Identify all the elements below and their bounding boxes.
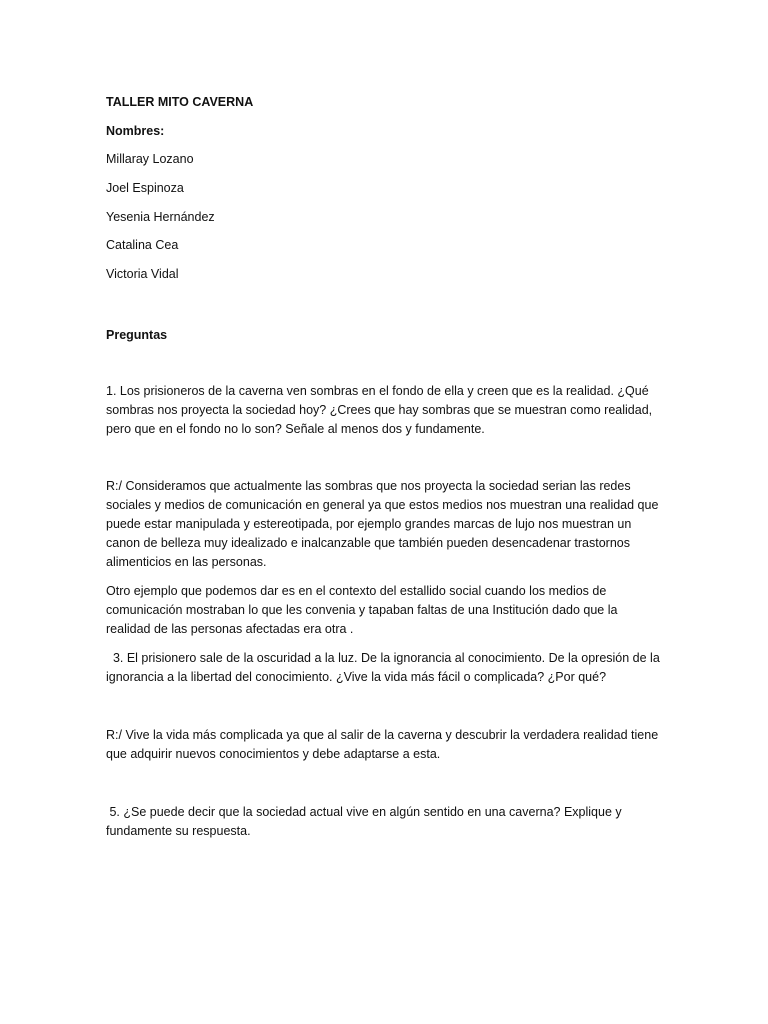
question-5-line: fundamente su respuesta.: [106, 824, 251, 838]
answer-1-line: R:/ Consideramos que actualmente las sombras que nos proyecta la sociedad serian las redes: [106, 479, 631, 493]
answer-1-continued-line: Otro ejemplo que podemos dar es en el contexto del estallido social cuando los medios de: [106, 584, 607, 598]
questions-heading: Preguntas: [106, 328, 168, 342]
answer-3-line: R:/ Vive la vida más complicada ya que al salir de la caverna y descubrir la verdadera realidad tiene: [106, 728, 659, 742]
question-1-line: 1. Los prisioneros de la caverna ven sombras en el fondo de ella y creen que es la realidad. ¿Qué: [106, 384, 649, 398]
question-3: [106, 649, 666, 687]
answer-1-line: alimenticios en las personas.: [106, 555, 267, 569]
answer-1-line: sociales y medios de comunicación en general ya que estos medios nos muestran una realidad que: [106, 498, 659, 512]
question-5-line: 5. ¿Se puede decir que la sociedad actual vive en algún sentido en una caverna? Explique y: [106, 805, 622, 819]
name-item: Joel Espinoza: [106, 181, 184, 195]
answer-1-continued-line: realidad de las personas afectadas era otra .: [106, 622, 354, 636]
name-item: Catalina Cea: [106, 238, 179, 252]
answer-1-line: puede estar manipulada y estereotipada, por ejemplo grandes marcas de lujo nos muestran un: [106, 517, 632, 531]
question-3-line: ignorancia a la libertad del conocimiento. ¿Vive la vida más fácil o complicada? ¿Por qué?: [106, 670, 607, 684]
question-1-line: sombras nos proyecta la sociedad hoy? ¿Crees que hay sombras que se muestran como realidad,: [106, 403, 653, 417]
question-3-line: 3. El prisionero sale de la oscuridad a la luz. De la ignorancia al conocimiento. De la opresión de la: [106, 651, 660, 665]
question-1: [106, 382, 666, 439]
question-1-line: pero que en el fondo no lo son? Señale al menos dos y fundamente.: [106, 422, 485, 436]
document-title: TALLER MITO CAVERNA: [106, 95, 254, 109]
question-5: [106, 803, 666, 841]
name-item: Yesenia Hernández: [106, 210, 215, 224]
answer-1-line: canon de belleza muy idealizado e inalcanzable que también pueden desencadenar trastornos: [106, 536, 630, 550]
answer-1-continued-line: comunicación mostraban lo que les convenia y tapaban faltas de una Institución dado que la: [106, 603, 618, 617]
name-item: Millaray Lozano: [106, 152, 194, 166]
answer-1-continued: [106, 582, 666, 639]
answer-3-line: que adquirir nuevos conocimientos y debe adaptarse a esta.: [106, 747, 441, 761]
names-heading: Nombres:: [106, 124, 165, 138]
answer-1: [106, 477, 666, 572]
name-item: Victoria Vidal: [106, 267, 179, 281]
answer-3: [106, 726, 666, 764]
